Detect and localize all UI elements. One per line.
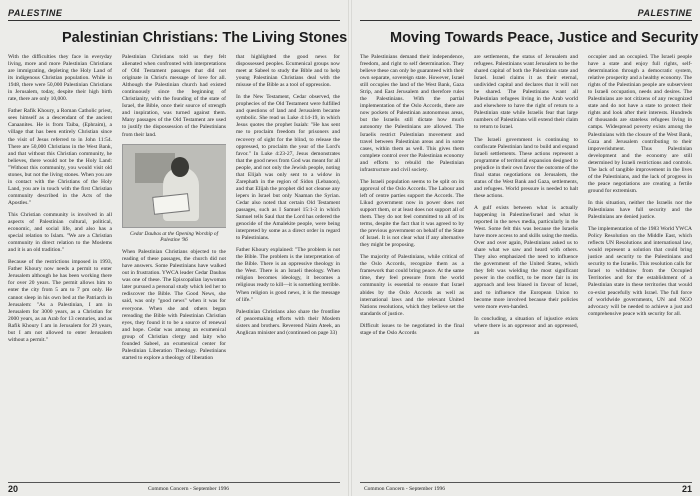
paragraph: The Israeli government is continuing to confiscate Palestinian land to build and expand Israeli settlements. These actions represent a programme of territorial expansion designed to prejudice in their own favor the outcome of the final status negotiations on Jerusalem, the status of the West Bank and Gaza, settlements, and refugees. World pressure is needed to halt these actions. (474, 136, 578, 199)
column-2 (122, 54, 226, 474)
paragraph: This Christian community is involved in all aspects of Palestinian cultural, political, economic, and social life, and also has a special relation to Islam. "We are a Christian community in direct relation to the Moslems and it is an old tradition." (8, 211, 112, 254)
footer-source: Common Concern - September 1996 (148, 486, 229, 492)
right-page (352, 0, 700, 496)
paragraph: Palestinian Christians told us they felt alienated when confronted with interpretations of Old Testament passages that did not originate in Christ's message of love for all. Although the Palestinian church had existed continuously since the beginning of Christianity, with the founding of the state of Israel, the Bible, once their source of strength and inspiration, was turned against them. Many passages of the Old Testament are used to justify the dispossession of the Palestinians from their land. (122, 54, 226, 138)
paragraph: The implementation of the 1983 World YWCA Policy Resolution on the Middle East, which reflects UN Resolutions and international law, would represent a solution that could bring justice and security to the Palestinians and security to the Israelis. This resolution calls for Israel to withdraw from the Occupied Territories and for the establishment of a Palestinian state in these territories that would co-exist peacefully with Israel. The full force of worldwide governments, UN and NGO advocacy will be needed to achieve a just and comprehensive peace with security for all. (588, 226, 692, 317)
column-3 (236, 54, 340, 474)
page-number: 20 (8, 484, 19, 494)
footer-source: Common Concern - September 1996 (364, 486, 445, 492)
column-1 (360, 54, 464, 474)
article-title: Moving Towards Peace, Justice and Security (390, 30, 699, 46)
article-title: Palestinian Christians: The Living Stones (62, 30, 348, 46)
paragraph: occupier and an occupied. The Israeli people have a state and enjoy full rights, self-determination through a democratic system, relative prosperity and a healthy economy. The rights of the Palestinian people are subservient to Israeli occupation, needs and desires. The Palestinians are not citizens of any recognized state and do not have a state to protect their rights and look after their interests. Hundreds of thousands are stateless refugees living in camps. Widespread poverty exists among the Palestinians with the closure of the West Bank, Gaza and Jerusalem contributing to their impoverishment. Thus Palestinian development and the economy are still determined by Israeli restrictions and controls. The lack of tangible improvement in the lives of the Palestinians, and the lack of progress in the peace negotiations are creating a fertile ground for extremism. (588, 54, 692, 194)
paragraph: are settlements, the status of Jerusalem and refugees. Palestinians want Jerusalem to be the shared capital of both the Palestinian state and Israel. Israel claims it as their eternal, undivided capital and declares that it will not be shared. The Palestinians want all Palestinian refugees living in the Arab world and elsewhere to have the right of return to a Palestinian state while Israelis fear that large numbers of Palestinians will extend their claim to return to Israel. (474, 54, 578, 131)
paragraph: In the New Testament, Cedar observed, the prophecies of the Old Testament were fulfilled and questions of land and Jerusalem became symbolic. She read us Luke 4:14-19, in which Jesus quotes the prophet Isaiah: "He has sent me to proclaim freedom for prisoners and recovery of sight for the blind, to release the oppressed, to proclaim the year of the Lord's favor." In Luke 4:23-27, Jesus demonstrates that the good news from God was meant for all people, and not only the Jewish people, noting that Elijah was only sent to a widow in Zarephath in the region of Sidon (Lebanon), and that Elijah the prophet did not cleanse any lepers in Israel but only Naaman the Syrian. Cedar also noted that certain Old Testament passages, such as I Samuel 15:1-3 in which Samuel tells Saul that the Lord has ordered the genocide of the Amalekite people, were being interpreted by some as a direct order in regard to Palestinians. (236, 94, 340, 242)
paragraph: Father Rafik Khoury, a Roman Catholic priest, sees himself as a descendant of the ancient Canaanites. He is from Taiba, (Ephraim), a village that has been entirely Christian since the visit of Jesus referred to in John 11:54. There are 50,000 Christians in the West Bank, and that without this Christian community, he believes, there would not be the Holy Land: "Without this community, you would visit old stones, but not the living stones. When you are in contact with the Christians of the Holy Land, you are in touch with the first Christian community described in the Acts of the Apostles." (8, 108, 112, 206)
paragraph: In this situation, neither the Israelis nor the Palestinians have full security and the Palestinians are denied justice. (588, 199, 692, 221)
paragraph: The majority of Palestinians, while critical of the Oslo Accords, recognize them as a framework that could bring peace. At the same time, they feel pressure from the world community is essential to ensure that Israel abides by the Oslo Accords as well as international laws and the relevant United Nations resolutions, which they believe set the standards of justice. (360, 254, 464, 317)
page-footer (360, 482, 692, 496)
paragraph: Father Khoury explained: "The problem is not the Bible. The problem is the interpretation of the Bible. There is an oppressive theology in the West. There is an Israeli theology. When religion becomes ideology, it becomes a religious ready to kill—it is something terrible. When religion is good news, it is the message of life." (236, 247, 340, 303)
paragraph: The Palestinians demand their independence, freedom, and right to self determination. They believe these can only be guaranteed with their own separate, sovereign state. However, Israel still occupies the land of the West Bank, Gaza Strip, and East Jerusalem and therefore rules the Palestinians. With the partial implementation of the Oslo Accords, there are now pockets of Palestinian autonomous areas, but the Israelis still dictate how much autonomy the Palestinians are allowed. The Israelis restrict Palestinian movement and travel between Palestinian areas and in some cases, within them as well. This gives them complete control over the Palestinian economy and efforts to rebuild the Palestinian infrastructure and civil society. (360, 54, 464, 173)
page-number: 21 (681, 484, 692, 494)
photo-caption: Cedar Daubas at the Opening Worship of Palestine '96 (129, 230, 219, 244)
column-2 (474, 54, 578, 474)
paragraph: that highlighted the good news for dispossessed peoples. Ecumenical groups now meet at Sabeel to study the Bible and to help young Palestinian Christians deal with the misuse of the Bible as a tool of oppression. (236, 54, 340, 89)
paragraph: Difficult issues to be negotiated in the final stage of the Oslo Accords (360, 322, 464, 336)
paragraph: In concluding, a situation of injustice exists where there is an oppressor and an oppressed, an (474, 315, 578, 336)
worship-photo (122, 144, 226, 228)
left-page (0, 0, 348, 496)
paragraph: Because of the restrictions imposed in 1993, Father Khoury now needs a permit to enter Jerusalem although he has been working there for over 20 years. The permit allows him to enter the city from 5 am to 7 pm only. He cannot sleep in his own bed at the Patriarch in Jerusalem: "As a Palestinian, I am in Jerusalem for 3000 years, as a Christian for 2000 years, as an Arab for 13 centuries, and as Rafik Khoury I am in Jerusalem for 29 years, but I am not allowed to enter Jerusalem without a permit." (8, 259, 112, 343)
paragraph: A gulf exists between what is actually happening in Palestine/Israel and what is reported in the news media, particularly in the West. Some felt this was because the Israelis have more access to and skills using the media. Over and over again, Palestinians asked us to share what we saw and heard with others. They also emphasized the need to influence the government of the United States, which they felt was wielding the most significant power in the conflict, to be more fair in its approach and less biased in favour of Israel, and to influence the European Union to become more involved because their policies were more even-handed. (474, 204, 578, 310)
page-footer (8, 482, 340, 496)
paragraph: When Palestinian Christians objected to the reading of these passages, the church did not have answers. Some Palestinians have walked out in frustration. YWCA leader Cedar Daubas was one of these. The Episcopalian laywoman later pursued a personal study which led her to rediscover the Bible. The Good News, she said, was only "good news" when it was for everyone. When she and others began rereading the Bible with Palestinian Christian eyes, they found it to be a source of renewal and hope. Cedar was among an ecumenical group of Christian clergy and laity who founded Sabeel, an ecumenical center for Palestinian Liberation Theology. Palestinians started to explore a theology of liberation (122, 249, 226, 361)
paragraph: Palestinian Christians also share the frontline of peacemaking efforts with their Moslem sisters and brothers. Reverend Naim Ateek, an Anglican minister and (continued on page 33) (236, 308, 340, 336)
column-3 (588, 54, 692, 474)
running-head: PALESTINE (8, 8, 340, 21)
running-head: PALESTINE (360, 8, 692, 21)
paragraph: The Israeli population seems to be split on its approval of the Oslo Accords. The Labour and left of centre parties support the Accords. The Likud government now in power does not support them, or at least does not support all of them. They do not feel committed to all of its terms, despite the fact that it was agreed to by the previous government on behalf of the State of Israel. It is not clear what if any alternative they might be proposing. (360, 178, 464, 249)
photo-person-head (171, 157, 189, 177)
column-1 (8, 54, 112, 474)
photo-book (152, 193, 190, 215)
paragraph: With the difficulties they face in everyday living, more and more Palestinian Christians are immigrating, depleting the Holy Land of its indigenous Christian population. While in 1948, there were 50,000 Palestinian Christians in Jerusalem, today, despite their high birth rate, there are only 10,000. (8, 54, 112, 103)
